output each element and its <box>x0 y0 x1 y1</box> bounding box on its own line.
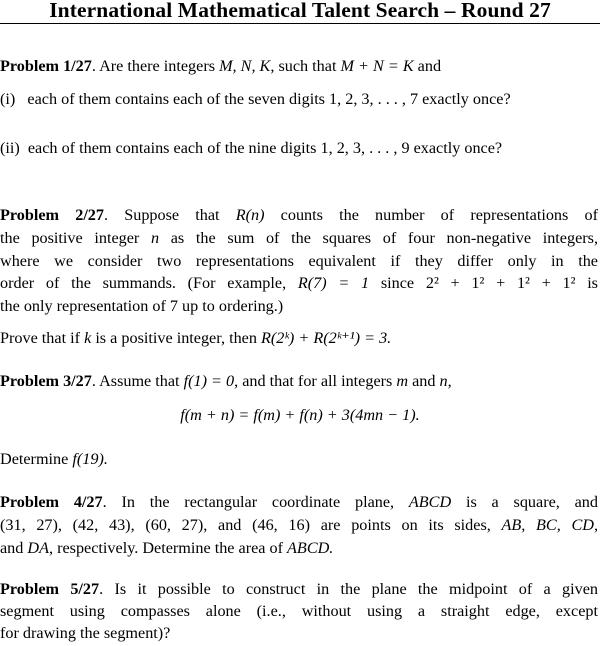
problem-5-label: Problem 5/27 <box>0 580 100 598</box>
problem-2-line-6: Prove that if k is a positive integer, then R(2ᵏ) + R(2ᵏ⁺¹) = 3. <box>0 329 392 347</box>
problem-3-equation: f(m + n) = f(m) + f(n) + 3(4mn − 1). <box>180 406 420 424</box>
title-rule <box>0 23 600 24</box>
problem-2-label: Problem 2/27 <box>0 206 104 224</box>
problem-2-line-3: where we consider two representations equivalent if they differ only in the <box>0 252 598 270</box>
problem-4-line-3: and DA, respectively. Determine the area of ABCD. <box>0 539 334 557</box>
problem-1-label: Problem 1/27 <box>0 57 92 75</box>
problem-4-line-1: Problem 4/27. In the rectangular coordinate plane, ABCD is a square, and <box>0 493 598 511</box>
problem-3-label: Problem 3/27 <box>0 372 92 390</box>
problem-5-line-2: segment using compasses alone (i.e., without using a straight edge, except <box>0 602 598 620</box>
problem-2-line-5: the only representation of 7 up to ordering.) <box>0 297 284 315</box>
problem-2-line-4: order of the summands. (For example, R(7) = 1 since 2² + 1² + 1² + 1² is <box>0 274 598 292</box>
problem-5-line-1: Problem 5/27. Is it possible to construct in the plane the midpoint of a given <box>0 580 598 598</box>
problem-2-line-1: Problem 2/27. Suppose that R(n) counts the number of representations of <box>0 206 598 224</box>
page-title: International Mathematical Talent Search – Round 27 <box>49 0 551 22</box>
problem-3-line-1: Problem 3/27. Assume that f(1) = 0, and that for all integers m and n, <box>0 372 452 390</box>
problem-2-line-2: the positive integer n as the sum of the squares of four non-negative integers, <box>0 229 598 247</box>
problem-3-determine: Determine f(19). <box>0 450 108 468</box>
problem-5-line-3: for drawing the segment)? <box>0 624 171 642</box>
problem-1-part-i: (i) each of them contains each of the seven digits 1, 2, 3, . . . , 7 exactly once? <box>0 90 511 108</box>
problem-4-label: Problem 4/27 <box>0 493 103 511</box>
problem-4-line-2: (31, 27), (42, 43), (60, 27), and (46, 16) are points on its sides, AB, BC, CD, <box>0 516 599 534</box>
problem-1-part-ii: (ii) each of them contains each of the nine digits 1, 2, 3, . . . , 9 exactly once? <box>0 139 503 157</box>
problem-1-line-1: Problem 1/27. Are there integers M, N, K, such that M + N = K and <box>0 57 442 75</box>
